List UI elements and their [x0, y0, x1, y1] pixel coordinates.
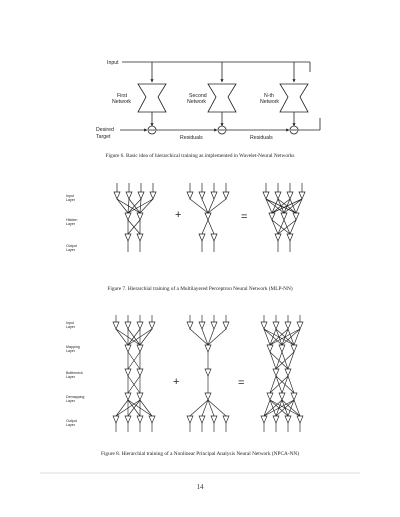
- figure-6: [96, 60, 320, 141]
- nth-network-shape: [280, 84, 308, 112]
- figure-7-caption: Figure 7. Hierarchial training of a Multilayered Perceptron Neural Network (MLP-NN): [107, 286, 293, 292]
- first-network-label-1: First: [117, 93, 128, 99]
- input-layer-label-2: Layer: [66, 198, 75, 202]
- residuals-label-2: Residuals: [250, 135, 273, 141]
- bottleneck-layer-1: Bottleneck: [66, 371, 83, 375]
- figure-7: [66, 183, 305, 252]
- figure-8-caption: Figure 8. Hierarchial training of a Nonlinear Principal Analysis Neural Network (NPCA-NN): [101, 451, 299, 457]
- output-layer-label-2: Layer: [66, 248, 75, 252]
- input-layer-label-1: Input: [66, 194, 74, 198]
- second-network-label-1: Second: [189, 93, 207, 99]
- npca-input-layer-2: Layer: [66, 325, 75, 329]
- mlp-middle-network: [187, 183, 229, 252]
- mapping-layer-2: Layer: [66, 349, 75, 353]
- npca-output-layer-1: Output: [66, 419, 77, 423]
- mlp-left-network: [114, 183, 156, 252]
- residuals-label-1: Residuals: [180, 135, 203, 141]
- equals-sign-fig7: =: [241, 211, 248, 223]
- bottleneck-layer-2: Layer: [66, 375, 75, 379]
- mlp-right-network: [263, 183, 305, 252]
- output-layer-label-1: Output: [66, 244, 77, 248]
- demapping-layer-2: Layer: [66, 399, 75, 403]
- plus-sign-fig7: +: [175, 209, 182, 221]
- nth-network-label-2: Network: [260, 99, 280, 105]
- page-number: 14: [196, 483, 204, 491]
- hidden-layer-label-1: Hidden: [66, 218, 78, 222]
- nth-network-label-1: N-th: [264, 93, 274, 99]
- equals-sign-fig8: =: [238, 377, 245, 389]
- npca-input-layer-1: Input: [66, 321, 74, 325]
- figure-8: [66, 315, 303, 432]
- target-label-1: Desired: [96, 127, 114, 133]
- first-network-shape: [138, 84, 166, 112]
- second-network-shape: [208, 84, 236, 112]
- figure-6-caption: Figure 6. Basic idea of hierarchical training as implemented in Wavelet-Neural Networks: [105, 153, 295, 159]
- target-label-2: Target: [96, 134, 111, 140]
- input-label: Input: [107, 60, 119, 66]
- plus-sign-fig8: +: [173, 376, 180, 388]
- npca-left-network: [113, 315, 155, 432]
- second-network-label-2: Network: [187, 99, 207, 105]
- first-network-label-2: Network: [112, 99, 132, 105]
- hidden-layer-label-2: Layer: [66, 222, 75, 226]
- npca-right-network: [261, 315, 303, 432]
- npca-middle-network: [187, 315, 229, 432]
- mapping-layer-1: Mapping: [66, 345, 80, 349]
- npca-output-layer-2: Layer: [66, 423, 75, 427]
- demapping-layer-1: Demapping: [66, 395, 85, 399]
